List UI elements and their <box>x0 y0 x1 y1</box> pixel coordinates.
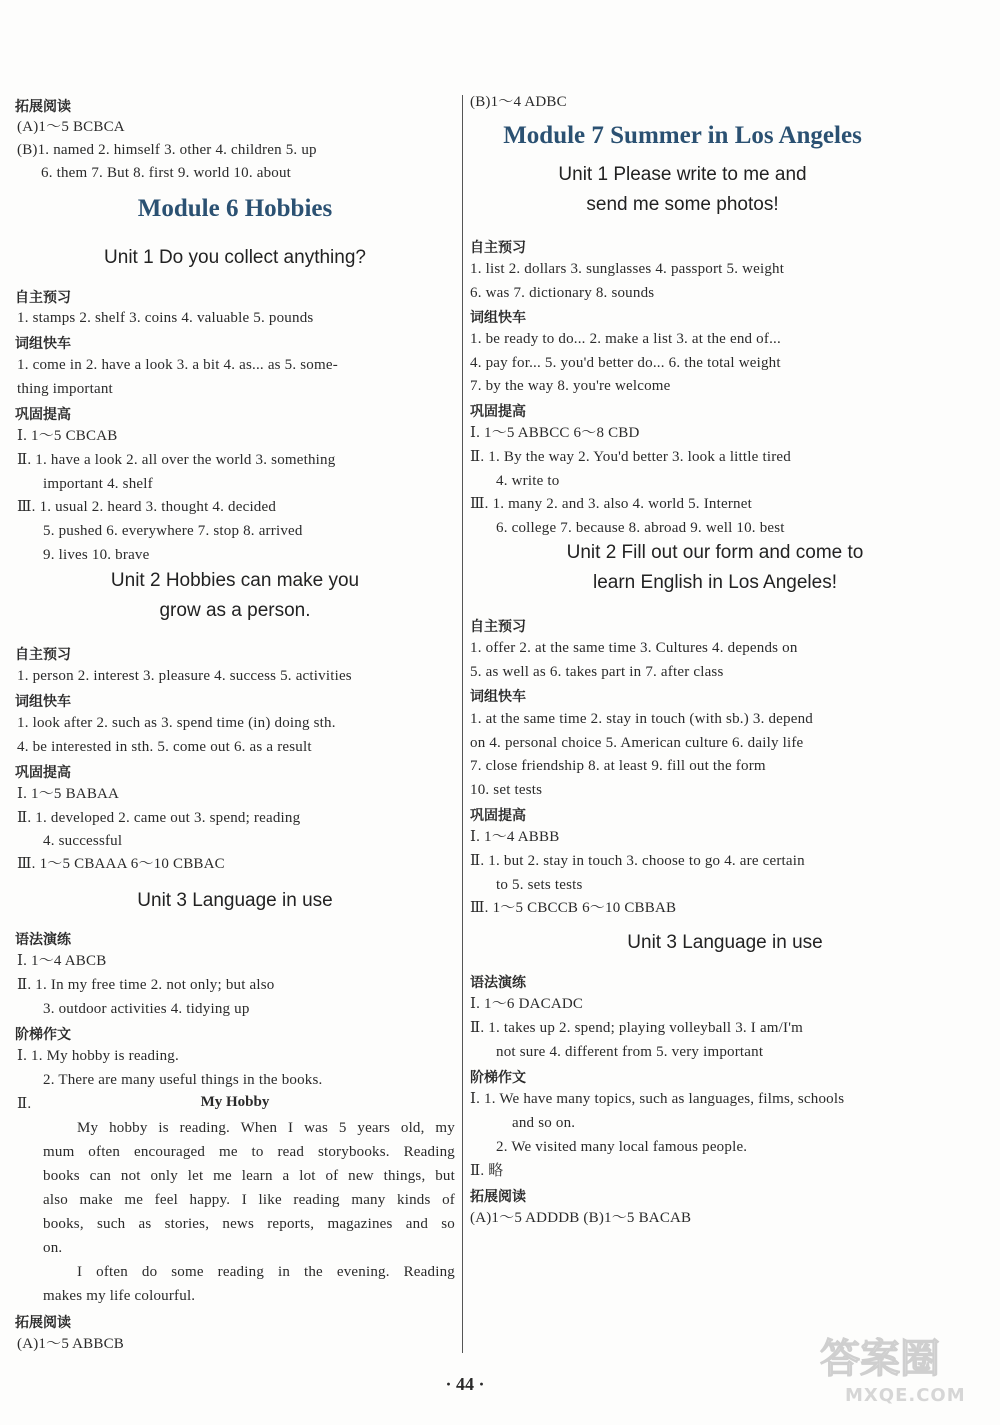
answer-line: 4. pay for... 5. you'd better do... 6. the total weight <box>470 355 781 371</box>
answer-line: Ⅰ. 1. My hobby is reading. <box>17 1048 179 1064</box>
section-heading: 自主预习 <box>15 647 71 663</box>
answer-line: Ⅰ. 1～4 ABBB <box>470 829 560 845</box>
answer-line: 6. college 7. because 8. abroad 9. well 10. best <box>496 520 785 536</box>
section-heading: 词组快车 <box>15 336 71 352</box>
unit-title: Unit 2 Fill out our form and come to <box>566 542 864 563</box>
answer-line: 5. pushed 6. everywhere 7. stop 8. arrived <box>43 523 303 539</box>
section-heading: 词组快车 <box>470 689 526 705</box>
page-number: · 44 · <box>445 1374 485 1394</box>
answer-line: to 5. sets tests <box>496 877 583 893</box>
essay-line: I often do some reading in the evening. Reading <box>77 1264 455 1280</box>
answer-line: Ⅰ. 1～5 ABBCC 6～8 CBD <box>470 425 640 441</box>
answer-line: Ⅰ. 1～6 DACADC <box>470 996 584 1012</box>
answer-line: 1. look after 2. such as 3. spend time (in) doing sth. <box>17 715 336 731</box>
answer-line: (B)1～4 ADBC <box>470 94 567 110</box>
answer-line: Ⅲ. 1. usual 2. heard 3. thought 4. decided <box>17 499 277 515</box>
answer-line: 1. come in 2. have a look 3. a bit 4. as... as 5. some- <box>17 357 338 373</box>
answer-line: Ⅱ. 1. developed 2. came out 3. spend; reading <box>17 810 301 826</box>
unit-title: Unit 1 Do you collect anything? <box>104 247 366 268</box>
answer-line: Ⅱ. <box>17 1096 32 1112</box>
section-heading: 阶梯作文 <box>470 1070 526 1086</box>
column-divider <box>462 95 463 1353</box>
section-heading: 语法演练 <box>470 975 526 991</box>
answer-line: Ⅱ. 1. but 2. stay in touch 3. choose to go 4. are certain <box>470 853 805 869</box>
answer-line: 10. set tests <box>470 782 543 798</box>
answer-line: 1. list 2. dollars 3. sunglasses 4. passport 5. weight <box>470 261 785 277</box>
answer-line: Ⅲ. 1. many 2. and 3. also 4. world 5. Internet <box>470 496 752 512</box>
essay-line: on. <box>43 1240 63 1256</box>
watermark-glyphs: 答案圈 <box>820 1336 940 1382</box>
section-heading: 巩固提高 <box>470 808 526 824</box>
answer-line: (A)1～5 ABBCB <box>17 1336 124 1352</box>
section-heading: 词组快车 <box>15 694 71 710</box>
section-heading: 词组快车 <box>470 310 526 326</box>
section-heading: 巩固提高 <box>15 407 71 423</box>
answer-line: Ⅲ. 1～5 CBCCB 6～10 CBBAB <box>470 900 677 916</box>
answer-line: Ⅰ. 1～5 BABAA <box>17 786 120 802</box>
unit-title: Unit 3 Language in use <box>627 932 823 953</box>
section-heading: 拓展阅读 <box>15 1315 71 1331</box>
essay-line: also make me feel happy. I like reading many kinds of <box>43 1192 455 1208</box>
answer-line: thing important <box>17 381 113 397</box>
section-heading: 巩固提高 <box>470 404 526 420</box>
answer-line: 1. stamps 2. shelf 3. coins 4. valuable 5. pounds <box>17 310 314 326</box>
answer-line: 1. offer 2. at the same time 3. Cultures 4. depends on <box>470 640 798 656</box>
answer-line: 4. write to <box>496 473 560 489</box>
section-heading: 阶梯作文 <box>15 1027 71 1043</box>
section-heading: 巩固提高 <box>15 765 71 781</box>
essay-line: books, such as stories, news reports, magazines and so <box>43 1216 455 1232</box>
essay-line: mum often encouraged me to read storybooks. Reading <box>43 1144 455 1160</box>
answer-line: 3. outdoor activities 4. tidying up <box>43 1001 250 1017</box>
answer-line: 4. be interested in sth. 5. come out 6. as a result <box>17 739 312 755</box>
unit-title: Unit 3 Language in use <box>137 890 333 911</box>
unit-title: Unit 2 Hobbies can make you <box>110 570 360 591</box>
section-heading: 拓展阅读 <box>470 1189 526 1205</box>
answer-line: 5. as well as 6. takes part in 7. after class <box>470 664 724 680</box>
unit-title: grow as a person. <box>159 600 311 621</box>
module-6-title: Module 6 Hobbies <box>137 195 333 222</box>
answer-line: 2. There are many useful things in the books. <box>43 1072 323 1088</box>
answer-line: Ⅱ. 1. takes up 2. spend; playing volleyball 3. I am/I'm <box>470 1020 804 1036</box>
section-heading: 语法演练 <box>15 932 71 948</box>
answer-line: (B)1. named 2. himself 3. other 4. children 5. up <box>17 142 317 158</box>
answer-line: (A)1～5 ADDDB (B)1～5 BACAB <box>470 1210 692 1226</box>
unit-title: send me some photos! <box>586 194 779 215</box>
answer-line: on 4. personal choice 5. American culture 6. daily life <box>470 735 804 751</box>
unit-title: learn English in Los Angeles! <box>593 572 837 593</box>
answer-line: Ⅰ. 1～5 CBCAB <box>17 428 118 444</box>
answer-line: not sure 4. different from 5. very important <box>496 1044 764 1060</box>
answer-line: 1. at the same time 2. stay in touch (with sb.) 3. depend <box>470 711 813 727</box>
essay-line: My hobby is reading. When I was 5 years old, my <box>77 1120 455 1136</box>
essay-line: books can not only let me learn a lot of new things, but <box>43 1168 455 1184</box>
essay-line: makes my life colourful. <box>43 1288 196 1304</box>
essay-title: My Hobby <box>200 1094 270 1110</box>
answer-line: 7. by the way 8. you're welcome <box>470 378 671 394</box>
answer-line: Ⅱ. 1. have a look 2. all over the world 3. something <box>17 452 336 468</box>
answer-line: 4. successful <box>43 833 123 849</box>
answer-line: (A)1～5 BCBCA <box>17 119 125 135</box>
watermark-text: MXQE.COM <box>845 1385 966 1406</box>
answer-line: important 4. shelf <box>43 476 153 492</box>
answer-line: Ⅰ. 1～4 ABCB <box>17 953 107 969</box>
section-heading: 自主预习 <box>470 619 526 635</box>
section-heading: 自主预习 <box>15 290 71 306</box>
answer-line: Ⅰ. 1. We have many topics, such as languages, films, schools <box>470 1091 845 1107</box>
answer-line: 2. We visited many local famous people. <box>496 1139 748 1155</box>
answer-line: Ⅱ. 略 <box>470 1163 504 1179</box>
answer-line: 7. close friendship 8. at least 9. fill out the form <box>470 758 766 774</box>
answer-line: 1. be ready to do... 2. make a list 3. at the end of... <box>470 331 781 347</box>
answer-line: 6. them 7. But 8. first 9. world 10. about <box>41 165 292 181</box>
answer-line: 9. lives 10. brave <box>43 547 150 563</box>
answer-line: Ⅲ. 1～5 CBAAA 6～10 CBBAC <box>17 856 225 872</box>
section-heading: 拓展阅读 <box>15 99 71 115</box>
unit-title: Unit 1 Please write to me and <box>558 164 807 185</box>
answer-line: 6. was 7. dictionary 8. sounds <box>470 285 655 301</box>
answer-line: Ⅱ. 1. In my free time 2. not only; but also <box>17 977 275 993</box>
section-heading: 自主预习 <box>470 240 526 256</box>
answer-line: 1. person 2. interest 3. pleasure 4. success 5. activities <box>17 668 352 684</box>
answer-line: and so on. <box>512 1115 576 1131</box>
answer-line: Ⅱ. 1. By the way 2. You'd better 3. look a little tired <box>470 449 791 465</box>
module-7-title: Module 7 Summer in Los Angeles <box>503 122 862 149</box>
